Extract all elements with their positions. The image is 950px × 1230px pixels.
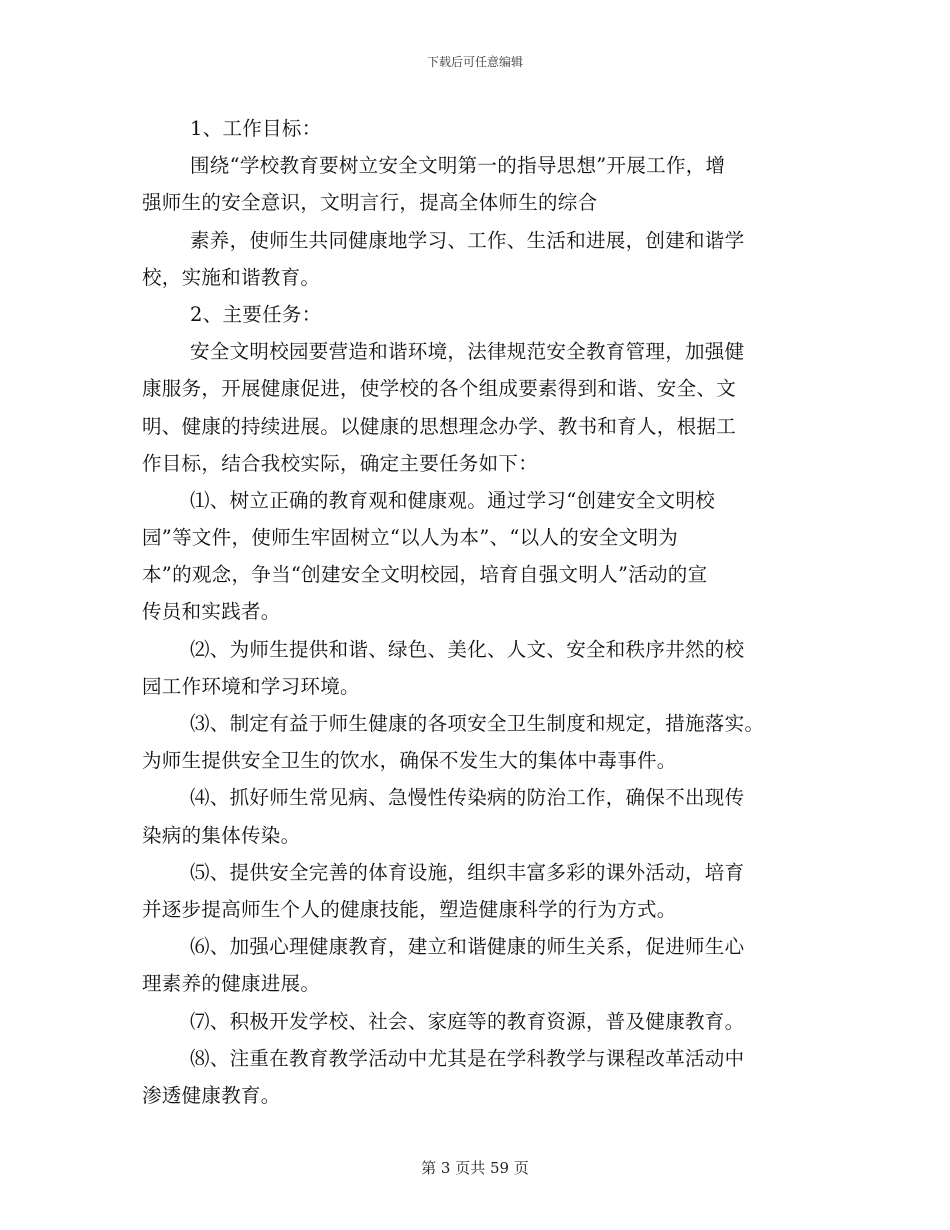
text-line: 传员和实践者。 <box>142 600 281 624</box>
text-line: 理素养的健康进展。 <box>142 972 321 996</box>
text-line: 素养，使师生共同健康地学习、工作、生活和进展，创建和谐学 <box>190 228 745 252</box>
text-line: 康服务，开展健康促进，使学校的各个组成要素得到和谐、安全、文 <box>142 377 737 401</box>
text-line: 围绕“学校教育要树立安全文明第一的指导思想”开展工作，增 <box>190 154 726 178</box>
text-line: ⑸、提供安全完善的体育设施，组织丰富多彩的课外活动，培育 <box>190 860 745 884</box>
text-line: 园工作环境和学习环境。 <box>142 674 360 698</box>
text-line: ⑵、为师生提供和谐、绿色、美化、人文、安全和秩序井然的校 <box>190 637 745 661</box>
text-line: 作目标，结合我校实际，确定主要任务如下： <box>142 451 539 475</box>
text-line: 1、工作目标： <box>190 117 322 140</box>
text-line: 2、主要任务： <box>190 302 322 326</box>
text-line: 并逐步提高师生个人的健康技能，塑造健康科学的行为方式。 <box>142 897 677 921</box>
text-line: 为师生提供安全卫生的饮水，确保不发生大的集体中毒事件。 <box>142 749 677 773</box>
page-header-note: 下载后可任意编辑 <box>426 55 523 69</box>
text-line: 染病的集体传染。 <box>142 823 301 847</box>
text-line: ⑷、抓好师生常见病、急慢性传染病的防治工作，确保不出现传 <box>190 786 745 810</box>
text-line: 明、健康的持续进展。以健康的思想理念办学、教书和育人，根据工 <box>142 414 737 438</box>
text-line: ⑹、加强心理健康教育，建立和谐健康的师生关系，促进师生心 <box>190 935 745 959</box>
document-body <box>142 110 814 1114</box>
text-line: ⑺、积极开发学校、社会、家庭等的教育资源，普及健康教育。 <box>190 1009 745 1033</box>
page-number: 第 3 页共 59 页 <box>421 1159 529 1177</box>
text-line: 强师生的安全意识，文明言行，提高全体师生的综合 <box>142 191 598 215</box>
text-line: 园”等文件，使师生牢固树立“以人为本”、“以人的安全文明为 <box>142 526 679 550</box>
text-line: 本”的观念，争当“创建安全文明校园，培育自强文明人”活动的宣 <box>142 563 708 587</box>
text-line: 校，实施和谐教育。 <box>142 265 321 289</box>
text-line: 安全文明校园要营造和谐环境，法律规范安全教育管理，加强健 <box>190 340 745 364</box>
text-line: ⑴、树立正确的教育观和健康观。通过学习“创建安全文明校 <box>190 488 716 512</box>
text-line: ⑻、注重在教育教学活动中尤其是在学科教学与课程改革活动中 <box>190 1046 745 1070</box>
text-line: ⑶、制定有益于师生健康的各项安全卫生制度和规定，措施落实。 <box>190 712 765 735</box>
text-line: 渗透健康教育。 <box>142 1083 281 1107</box>
